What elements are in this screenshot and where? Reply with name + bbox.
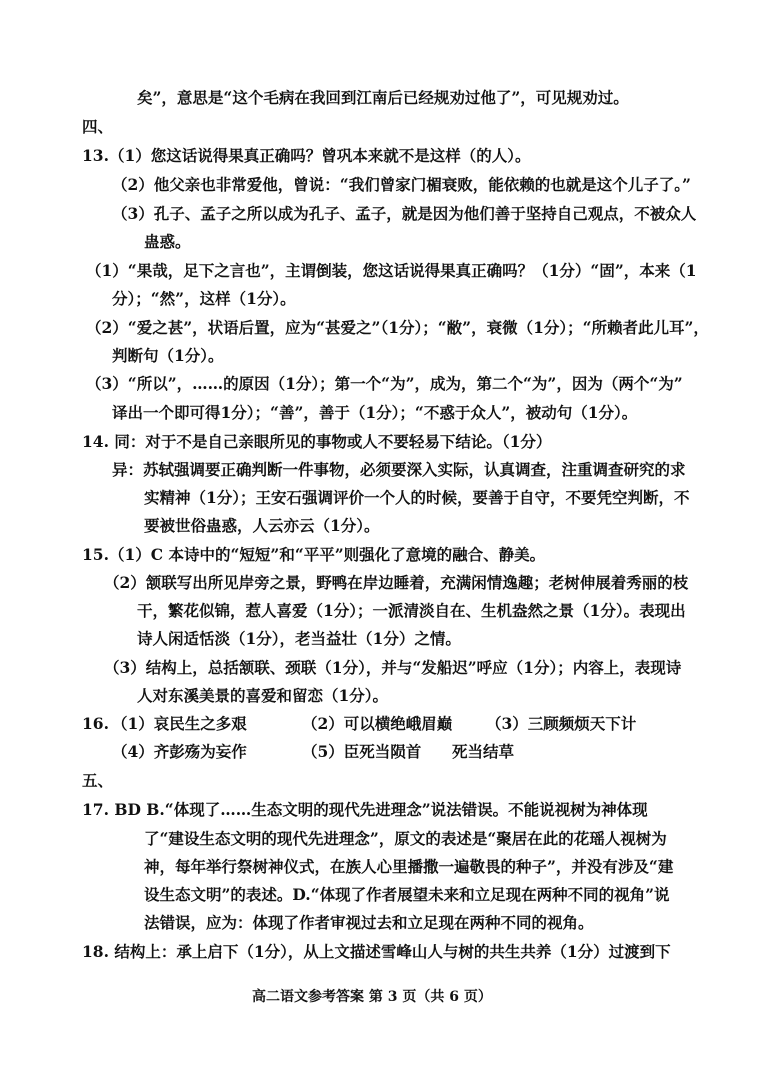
text-line: 13.（1）您这话说得果真正确吗？曾巩本来就不是这样（的人）。 — [82, 146, 531, 165]
question-number: 16. — [82, 714, 109, 733]
text-line: 干，繁花似锦，惹人喜爱（1分）；一派清淡自在、生机盎然之景（1分）。表现出 — [137, 601, 686, 620]
text-line: 18. 结构上：承上启下（1分），从上文描述雪峰山人与树的共生共养（1分）过渡到下 — [82, 942, 671, 961]
text-line: 14. 同：对于不是自己亲眼所见的事物或人不要轻易下结论。（1分） — [82, 432, 552, 451]
answer-item: （4）齐彭殇为妄作 — [112, 742, 247, 761]
text-line: （2）他父亲也非常爱他，曾说：“我们曾家门楣衰败，能依赖的也就是这个儿子了。” — [112, 175, 691, 194]
answer-item: （3）三顾频烦天下计 — [486, 714, 637, 733]
text-line: 设生态文明”的表述。D.“体现了作者展望未来和立足现在两种不同的视角”说 — [144, 885, 670, 904]
text-line: 异：苏轼强调要正确判断一件事物，必须要深入实际，认真调查，注重调查研究的求 — [112, 460, 686, 479]
text-line: 要被世俗蛊惑，人云亦云（1分）。 — [144, 516, 380, 535]
text-line: （3）结构上，总括颔联、颈联（1分），并与“发船迟”呼应（1分）；内容上，表现诗 — [104, 658, 682, 677]
text-line: （3）孔子、孟子之所以成为孔子、孟子，就是因为他们善于坚持自己观点，不被众人 — [112, 204, 697, 223]
answer-item: （2）可以横绝峨眉巅 — [302, 714, 453, 733]
answer-item: 死当结草 — [452, 742, 515, 761]
text-line: 判断句（1分）。 — [112, 346, 224, 365]
text-line: （2）颔联写出所见岸旁之景，野鸭在岸边睡着，充满闲情逸趣；老树伸展着秀丽的枝 — [104, 573, 689, 592]
text-line: （1）“果哉，足下之言也”，主谓倒装，您这话说得果真正确吗？（1分）“固”，本来（1 — [86, 261, 697, 280]
text-line: （2）“爱之甚”，状语后置，应为“甚爱之”（1分）；“敝”，衰微（1分）；“所赖者此儿耳”， — [86, 318, 709, 337]
text-line: 诗人闲适恬淡（1分），老当益壮（1分）之情。 — [137, 629, 461, 648]
text-line: 了“建设生态文明的现代先进理念”，原文的表述是“聚居在此的花瑶人视树为 — [144, 829, 667, 848]
section-heading: 五、 — [82, 771, 114, 790]
text-line: 17. BD B.“体现了……生态文明的现代先进理念”说法错误。不能说视树为神体现 — [82, 800, 648, 819]
text-line: 实精神（1分）；王安石强调评价一个人的时候，要善于自守，不要凭空判断，不 — [144, 488, 690, 507]
page-footer: 高二语文参考答案 第 3 页（共 6 页） — [252, 989, 492, 1005]
answer-item: （5）臣死当陨首 — [302, 742, 422, 761]
text-line: 蛊惑。 — [144, 232, 191, 251]
text-line: 法错误，应为：体现了作者审视过去和立足现在两种不同的视角。 — [144, 913, 594, 932]
text-line: 神，每年举行祭树神仪式，在族人心里播撒一遍敬畏的种子”，并没有涉及“建 — [144, 857, 674, 876]
text-line: （3）“所以”，……的原因（1分）；第一个“为”，成为，第二个“为”，因为（两个“为” — [86, 374, 683, 393]
answer-item: （1）哀民生之多艰 — [112, 714, 247, 733]
text-line: 矣”，意思是“这个毛病在我回到江南后已经规劝过他了”，可见规劝过。 — [137, 88, 629, 107]
text-line: 15.（1）C 本诗中的“短短”和“平平”则强化了意境的融合、静美。 — [82, 545, 546, 564]
section-heading: 四、 — [82, 117, 114, 136]
text-line: 分）；“然”，这样（1分）。 — [112, 289, 296, 308]
text-line: 译出一个即可得1分）；“善”，善于（1分）；“不惑于众人”，被动句（1分）。 — [112, 403, 638, 422]
text-line: 人对东溪美景的喜爱和留恋（1分）。 — [137, 686, 389, 705]
